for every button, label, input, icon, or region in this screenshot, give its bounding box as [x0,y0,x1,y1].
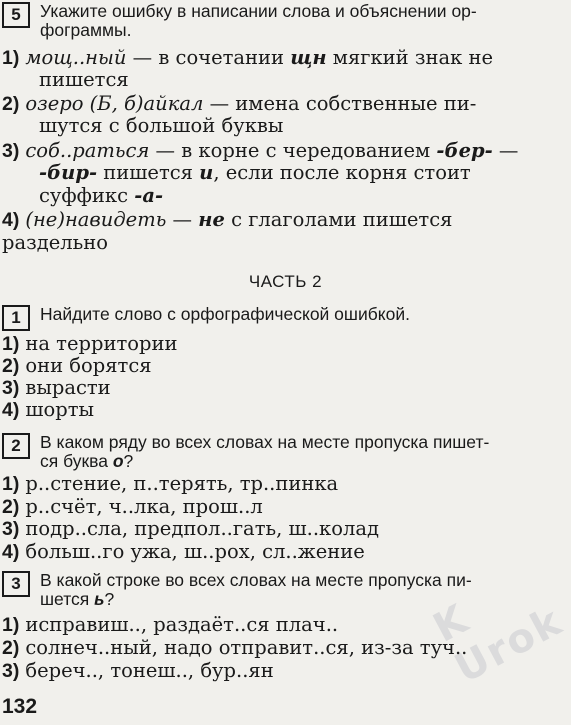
answer-continuation: шутся с большой буквы [39,114,284,137]
question-2-header [2,433,489,471]
question-text: Укажите ошибку в написании слова и объяснении ор- фограммы. [40,1,477,40]
question-number-box: 1 [2,305,30,331]
answer-option: 4) шорты [2,398,95,421]
part-title: ЧАСТЬ 2 [248,272,323,291]
answer-option: 3) вырасти [2,376,111,399]
question-3-header [2,571,472,609]
question-5-header [2,2,477,40]
answer-option: 4) больш..го ужа, ш..рох, сл..жение [2,540,365,563]
question-text: В какой строке во всех словах на месте пропуска пи- шется ь? [40,570,472,609]
answer-option: 1) р..стение, п..терять, тр..пинка [2,472,339,495]
answer-continuation: пишется [39,68,129,91]
answer-option: 2) р..счёт, ч..лка, прош..л [2,495,263,518]
answer-continuation: раздельно [2,231,109,254]
watermark: K Urok [426,595,571,693]
answer-option: 1) на территории [2,332,178,355]
question-1-header [2,305,410,331]
answer-continuation: -бир- пишется и, если после корня стоит [39,161,471,184]
answer-option: 1) исправиш.., раздаёт..ся плач.. [2,613,339,636]
question-text: В каком ряду во всех словах на месте пропуска пишет- ся буква о? [40,432,490,471]
question-number-box: 5 [2,2,30,28]
answer-continuation: суффикс -а- [39,184,164,207]
question-number-box: 2 [2,433,30,459]
answer-option: 3) подр..сла, предпол..гать, ш..колад [2,517,379,540]
question-number-box: 3 [2,571,30,597]
answer-option: 3) береч.., тонеш.., бур..ян [2,659,274,682]
answer-option: 2) озеро (Б, б)айкал — имена собственные пи- [2,92,477,115]
answer-option: 2) солнеч..ный, надо отправит..ся, из-за туч.. [2,636,468,659]
answer-option: 2) они борятся [2,354,152,377]
answer-option: 3) соб..раться — в корне с чередованием -бер- — [2,139,519,162]
question-text: Найдите слово с орфографической ошибкой. [40,304,410,324]
page-number: 132 [2,695,38,718]
answer-option: 1) мощ..ный — в сочетании щн мягкий знак не [2,46,494,69]
answer-option: 4) (не)навидеть — не с глаголами пишется [2,208,453,231]
